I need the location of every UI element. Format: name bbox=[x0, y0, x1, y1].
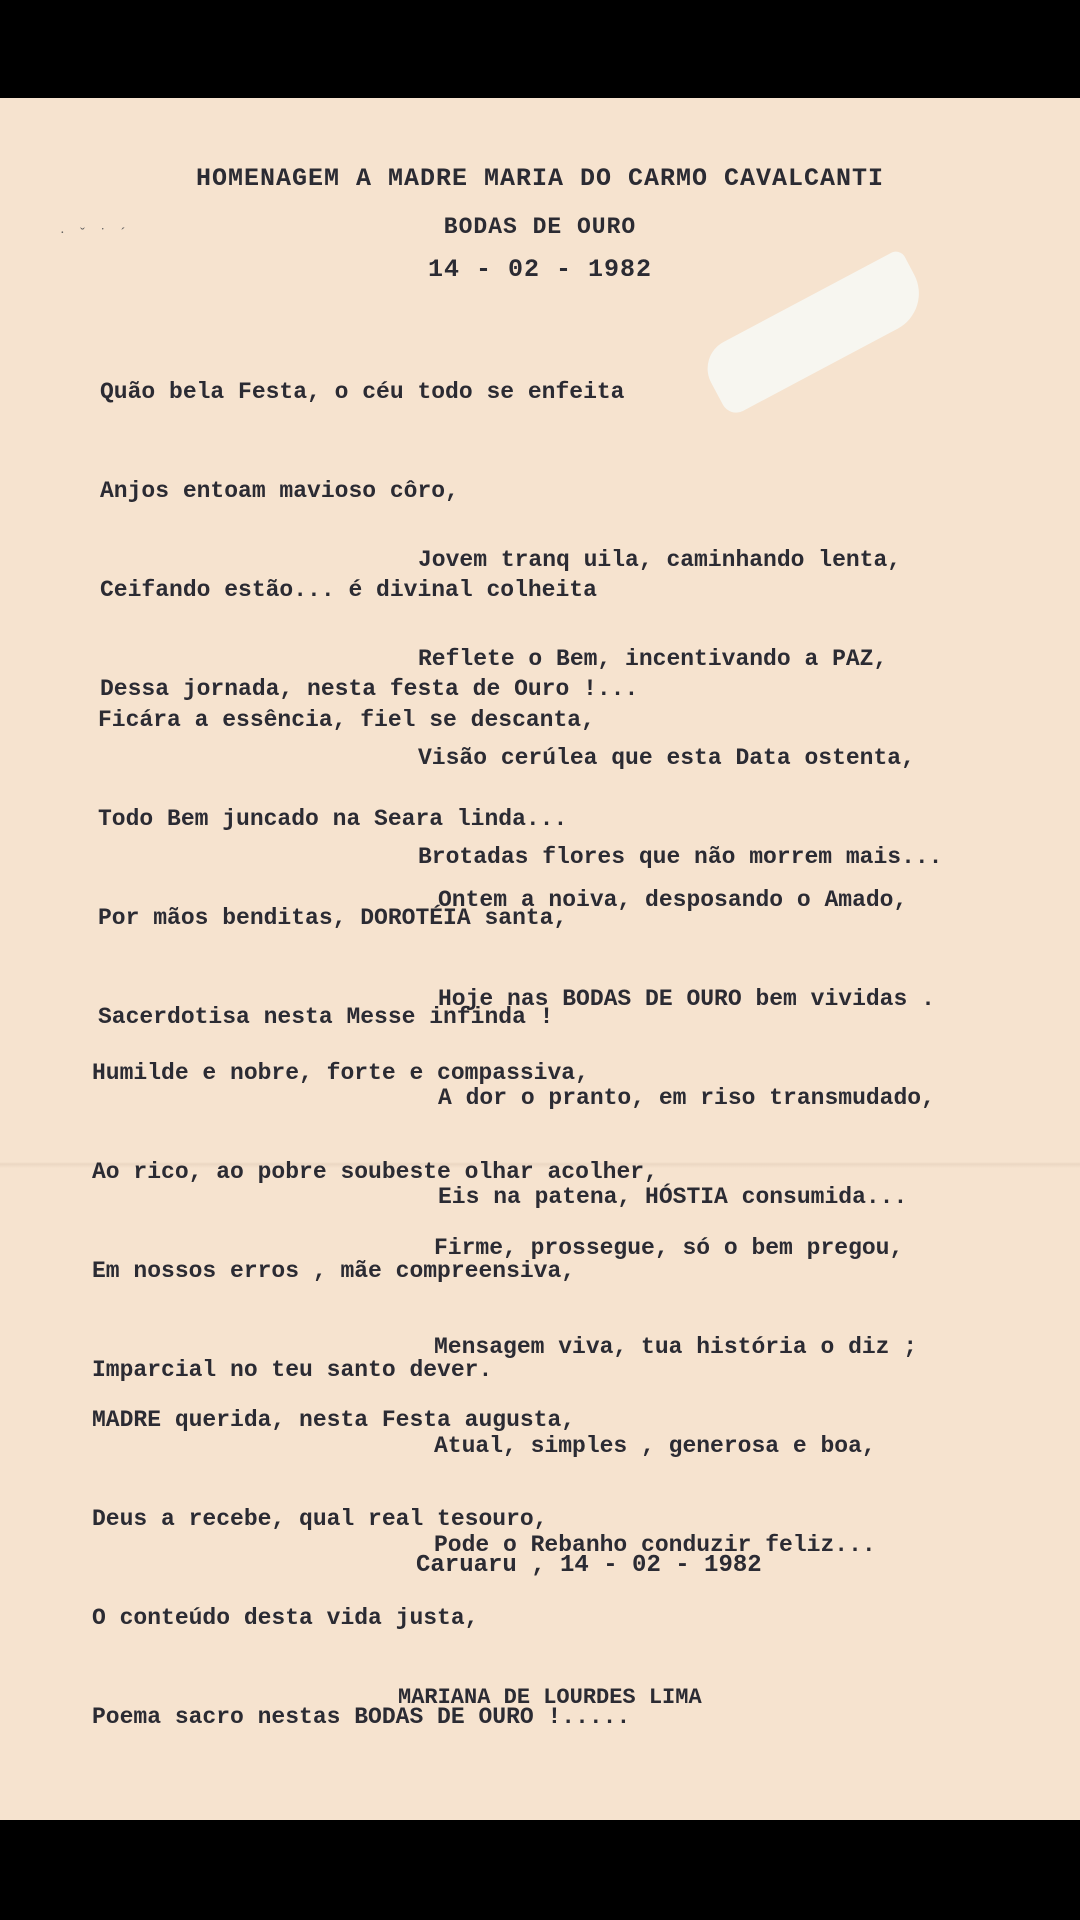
document-title: HOMENAGEM A MADRE MARIA DO CARMO CAVALCANTI bbox=[195, 164, 885, 193]
verse-line: Poema sacro nestas BODAS DE OURO !..... bbox=[92, 1704, 631, 1730]
verse-line: Ao rico, ao pobre soubeste olhar acolher, bbox=[92, 1159, 658, 1185]
verse-line: Todo Bem juncado na Seara linda... bbox=[98, 806, 568, 832]
author-name: MARIANA DE LOURDES LIMA bbox=[398, 1685, 702, 1710]
verse-line: Ficára a essência, fiel se descanta, bbox=[98, 707, 595, 733]
verse-line: Firme, prossegue, só o bem pregou, bbox=[434, 1235, 904, 1261]
document-subtitle: BODAS DE OURO bbox=[443, 214, 637, 240]
verse-line: MADRE querida, nesta Festa augusta, bbox=[92, 1407, 576, 1433]
verse-line: Mensagem viva, tua história o diz ; bbox=[434, 1334, 918, 1360]
verse-line: Jovem tranq uila, caminhando lenta, bbox=[418, 547, 902, 573]
verse-line: Dessa jornada, nesta festa de Ouro !... bbox=[100, 676, 639, 702]
verse-line: Eis na patena, HÓSTIA consumida... bbox=[438, 1184, 908, 1210]
verse-line: Sacerdotisa nesta Messe infinda ! bbox=[98, 1004, 554, 1030]
verse-line: Visão cerúlea que esta Data ostenta, bbox=[418, 745, 915, 771]
verse-line: Humilde e nobre, forte e compassiva, bbox=[92, 1060, 589, 1086]
verse-line: Quão bela Festa, o céu todo se enfeita bbox=[100, 379, 625, 405]
verse-line: Brotadas flores que não morrem mais... bbox=[418, 844, 943, 870]
verse-line: Anjos entoam mavioso côro, bbox=[100, 478, 459, 504]
verse-line: Pode o Rebanho conduzir feliz... bbox=[434, 1532, 876, 1558]
verse-line: Imparcial no teu santo dever. bbox=[92, 1357, 493, 1383]
verse-line: A dor o pranto, em riso transmudado, bbox=[438, 1085, 935, 1111]
verse-line: Por mãos benditas, DOROTÉIA santa, bbox=[98, 905, 568, 931]
verse-line: Ontem a noiva, desposando o Amado, bbox=[438, 887, 908, 913]
verse-line: Em nossos erros , mãe compreensiva, bbox=[92, 1258, 576, 1284]
verse-line: Ceifando estão... é divinal colheita bbox=[100, 577, 597, 603]
ink-specks: · ˇ ˙ ˊ bbox=[60, 226, 132, 241]
verse-line: Deus a recebe, qual real tesouro, bbox=[92, 1506, 548, 1532]
verse-line: Atual, simples , generosa e boa, bbox=[434, 1433, 876, 1459]
typed-page bbox=[0, 98, 1080, 1820]
verse-line: Hoje nas BODAS DE OURO bem vividas . bbox=[438, 986, 935, 1012]
verse-line: O conteúdo desta vida justa, bbox=[92, 1605, 479, 1631]
document-date: 14 - 02 - 1982 bbox=[427, 255, 653, 284]
place-and-date: Caruaru , 14 - 02 - 1982 bbox=[416, 1552, 762, 1579]
verse-line: Reflete o Bem, incentivando a PAZ, bbox=[418, 646, 888, 672]
